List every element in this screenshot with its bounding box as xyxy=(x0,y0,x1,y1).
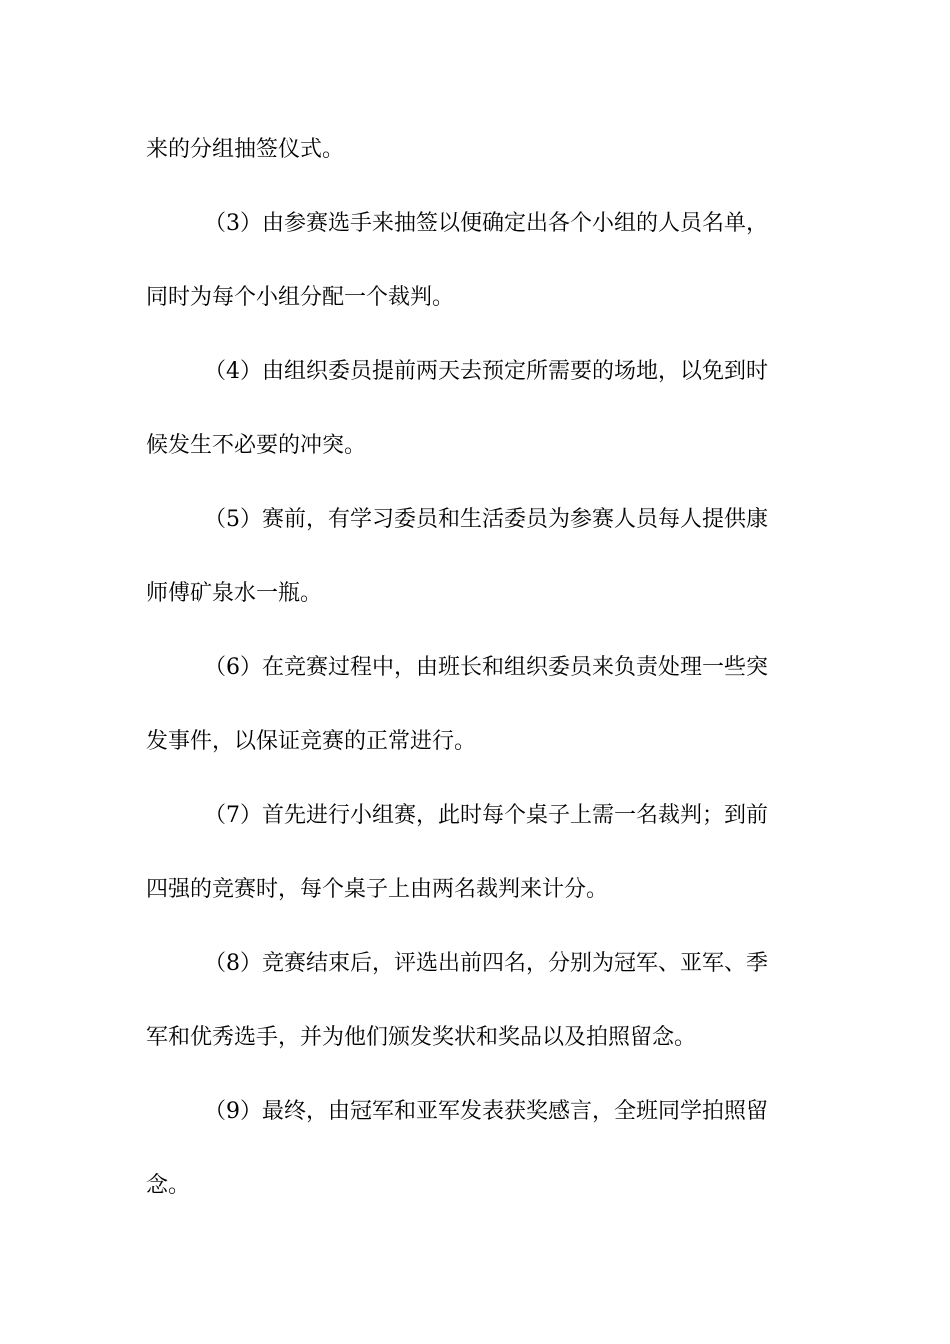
text-line-item-9: （9）最终，由冠军和亚军发表获奖感言，全班同学拍照留 xyxy=(204,1099,768,1124)
text-line: 四强的竞赛时，每个桌子上由两名裁判来计分。 xyxy=(146,877,609,902)
text-line: 军和优秀选手，并为他们颁发奖状和奖品以及拍照留念。 xyxy=(146,1025,697,1050)
text-line: 师傅矿泉水一瓶。 xyxy=(146,581,323,606)
text-line-item-3: （3）由参赛选手来抽签以便确定出各个小组的人员名单， xyxy=(204,211,768,236)
text-line: 来的分组抽签仪式。 xyxy=(146,137,345,162)
text-line: 同时为每个小组分配一个裁判。 xyxy=(146,285,455,310)
text-line-item-4: （4）由组织委员提前两天去预定所需要的场地，以免到时 xyxy=(204,359,768,384)
text-line-item-8: （8）竞赛结束后，评选出前四名，分别为冠军、亚军、季 xyxy=(204,951,768,976)
text-line: 念。 xyxy=(146,1173,191,1198)
text-line: 发事件，以保证竞赛的正常进行。 xyxy=(146,729,477,754)
body-text xyxy=(146,126,808,1236)
text-line-item-5: （5）赛前，有学习委员和生活委员为参赛人员每人提供康 xyxy=(204,507,768,532)
text-line-item-6: （6）在竞赛过程中，由班长和组织委员来负责处理一些突 xyxy=(204,655,768,680)
text-line-item-7: （7）首先进行小组赛，此时每个桌子上需一名裁判；到前 xyxy=(204,803,768,828)
text-line: 候发生不必要的冲突。 xyxy=(146,433,367,458)
